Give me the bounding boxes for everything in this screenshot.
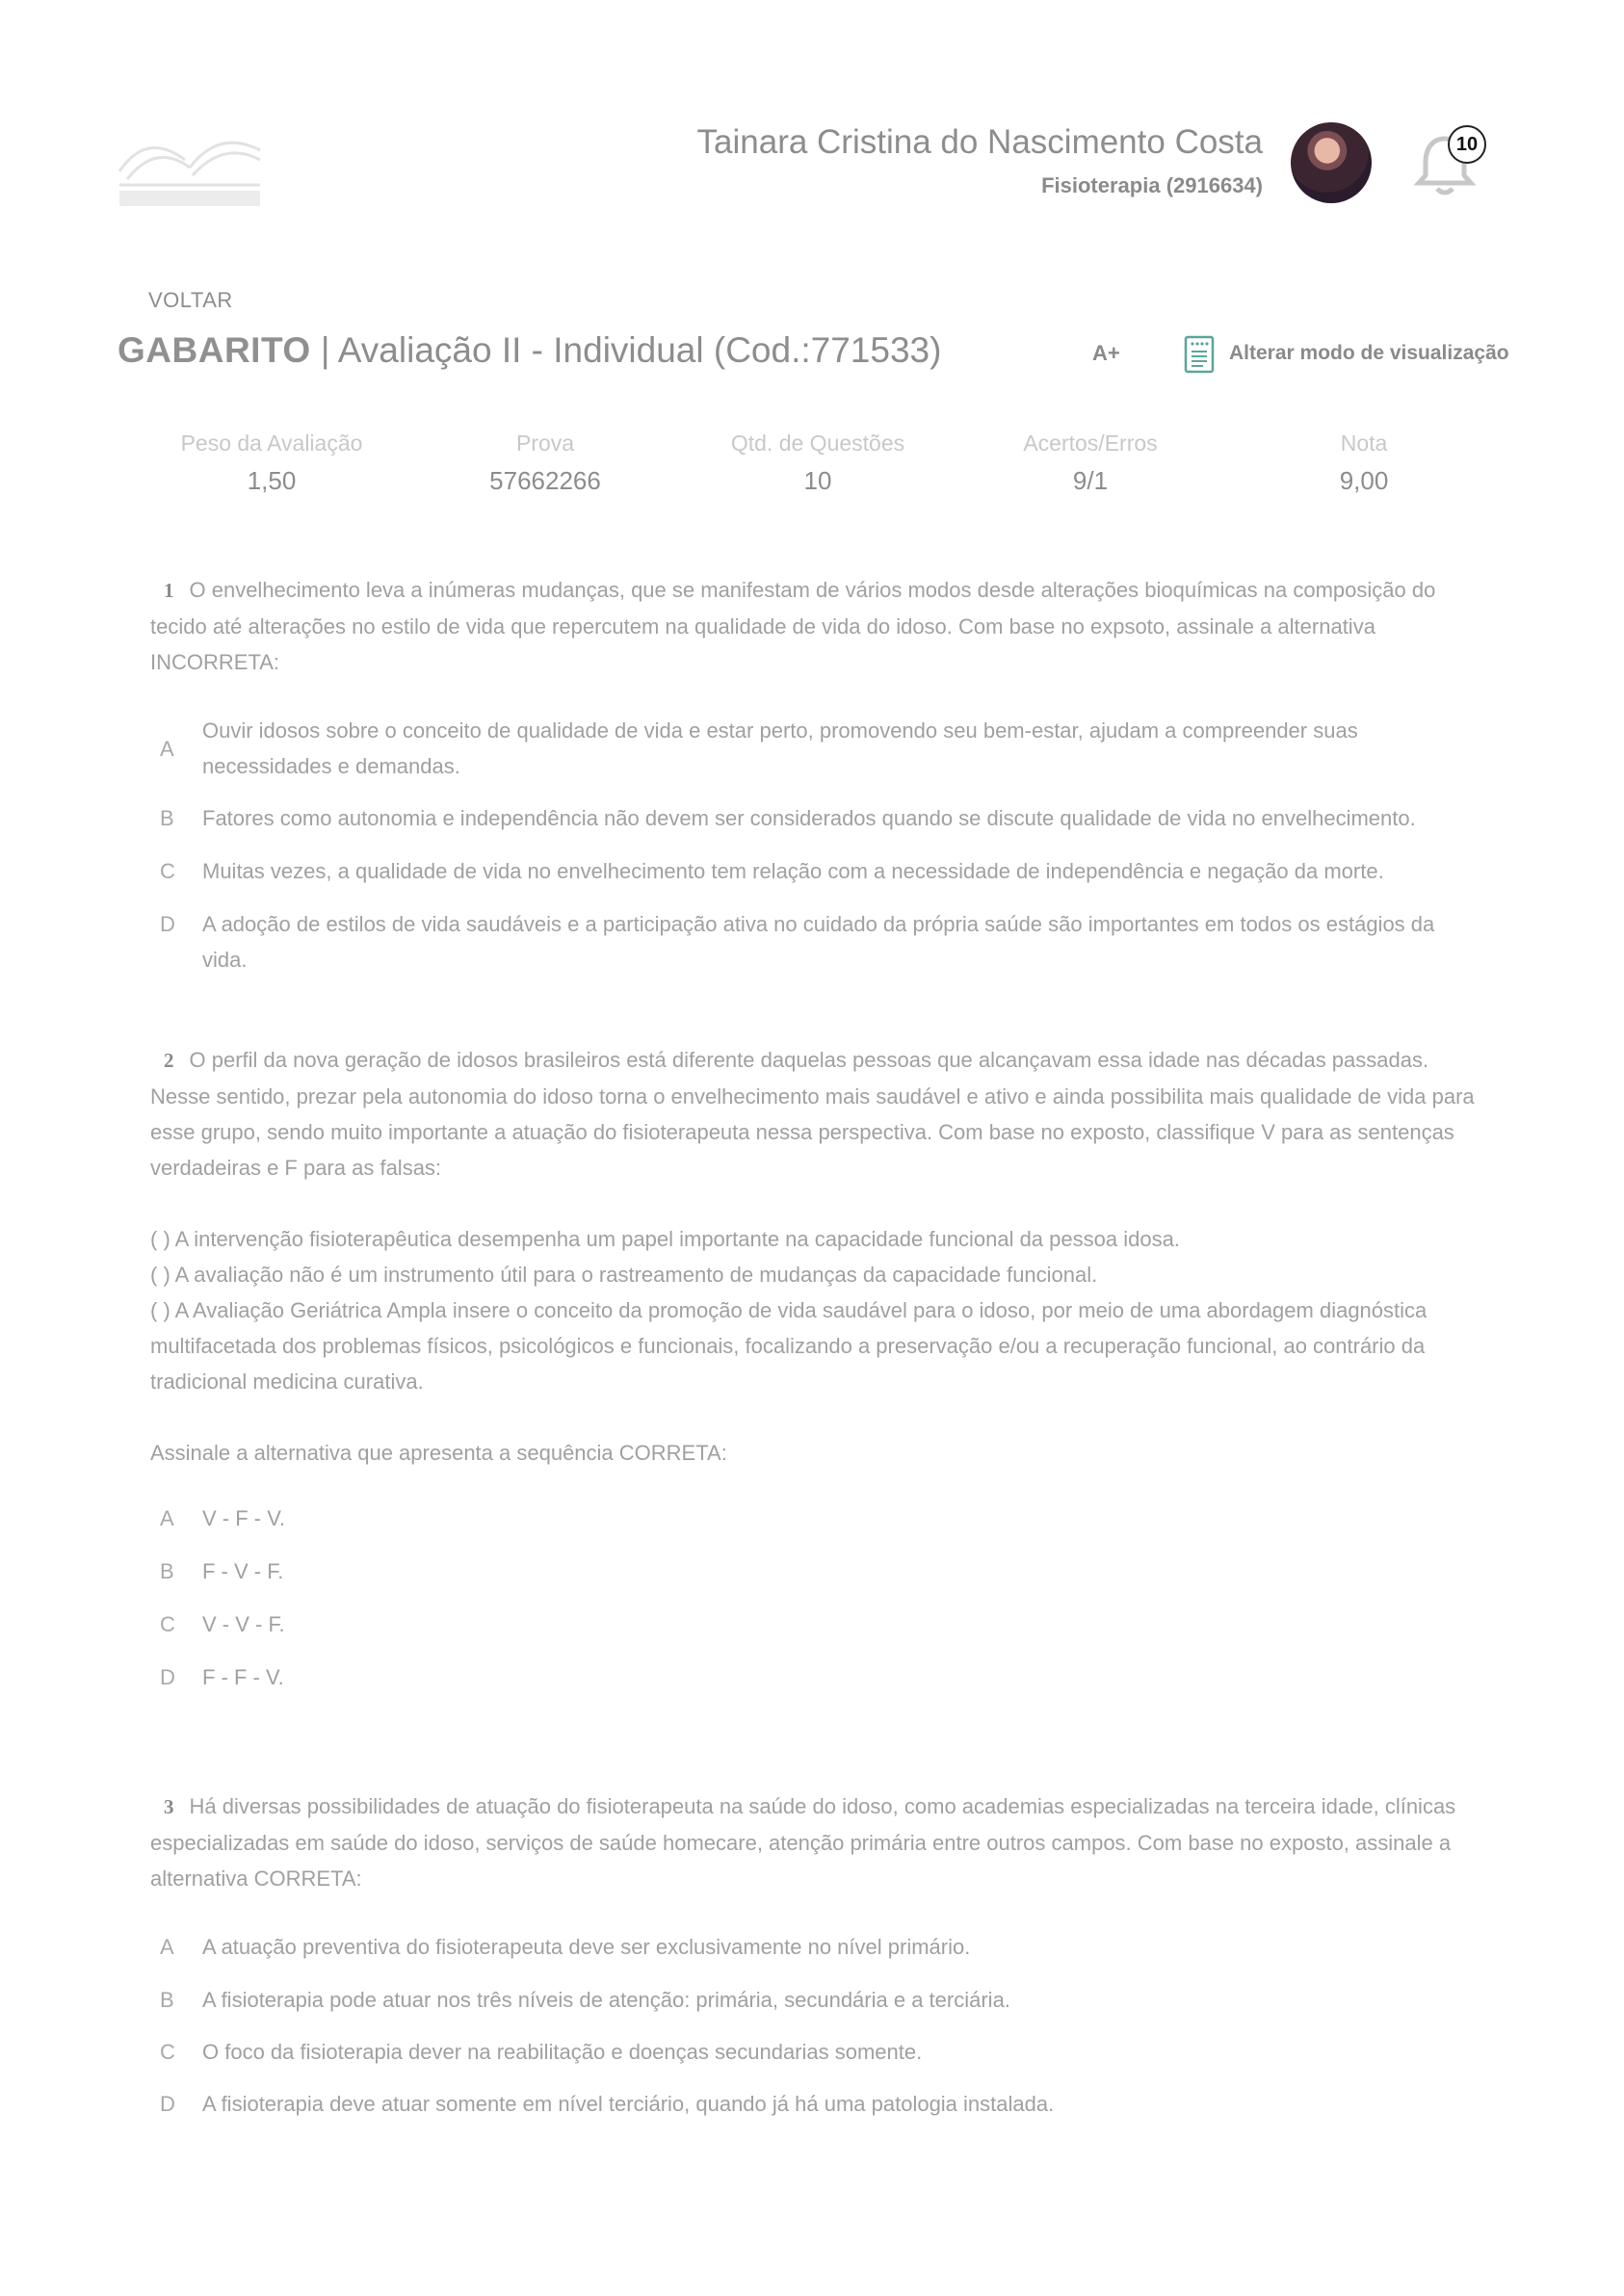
avatar[interactable] [1291,122,1372,203]
option-1c[interactable] [150,853,1480,889]
stat-value: 10 [803,466,832,495]
stat-value: 1,50 [247,466,297,495]
option-3c[interactable] [150,2034,1480,2070]
question-number: 1 [164,579,174,602]
statement: ( ) A intervenção fisioterapêutica desempenha um papel importante na capacidade funcional da pessoa idosa. [150,1227,1180,1251]
question-text: Há diversas possibilidades de atuação do fisioterapeuta na saúde do idoso, como academias especializadas na terceira idade, clínicas especializadas em saúde do idoso, serviços de saúde homecare, atenção primária entre outros campos. Com base no exposto, assinale a alternativa CORRETA: [150,1794,1456,1891]
question-number: 3 [164,1795,174,1818]
option-letter: A [160,1506,174,1530]
option-text: Fatores como autonomia e independência não devem ser considerados quando se discute qualidade de vida no envelhecimento. [202,806,1416,830]
stat-label: Prova [515,430,575,456]
question-text: O perfil da nova geração de idosos brasileiros está diferente daquelas pessoas que alcançavam essa idade nas décadas passadas. Nesse sentido, prezar pela autonomia do idoso torna o envelhecimento mais saudável e ativo e ainda possibilita mais qualidade de vida para esse grupo, sendo muito importante a atuação do fisioterapeuta nessa perspectiva. Com base no exposto, classifique V para as sentenças verdadeiras e F para as falsas: [150,1048,1475,1180]
option-1a[interactable] [150,713,1480,784]
stat-value: 9,00 [1339,466,1389,495]
statement: ( ) A avaliação não é um instrumento útil para o rastreamento de mudanças da capacidade funcional. [150,1263,1098,1287]
option-letter: D [160,1665,175,1689]
stat-acertos [975,430,1206,496]
increase-font-button[interactable]: A+ [1092,341,1120,365]
page-title [118,330,941,371]
question-number: 2 [164,1049,174,1072]
question-text: O envelhecimento leva a inúmeras mudanças, que se manifestam de vários modos desde alterações bioquímicas na composição do tecido até alterações no estilo de vida que repercutem na qualidade de vida do idoso. Com base no expsoto, assinale a alternativa INCORRETA: [150,578,1436,674]
option-letter: A [160,736,174,761]
user-course: Fisioterapia (2916634) [1041,173,1263,197]
option-text: O foco da fisioterapia dever na reabilitação e doenças secundarias somente. [202,2040,923,2064]
uniasselvi-logo[interactable] [118,121,262,210]
option-letter: C [160,1612,175,1636]
option-text: F - V - F. [202,1559,284,1583]
option-text: V - V - F. [202,1612,285,1636]
option-text: A fisioterapia deve atuar somente em nível terciário, quando já há uma patologia instalada. [202,2092,1055,2116]
option-letter: C [160,859,175,883]
stat-value: 9/1 [1072,466,1109,495]
option-text: A atuação preventiva do fisioterapeuta deve ser exclusivamente no nível primário. [202,1935,971,1959]
option-letter: B [160,1988,174,2012]
question-3 [150,1788,1480,1896]
option-letter: A [160,1935,174,1959]
title-bold: GABARITO [118,330,311,370]
option-letter: D [160,2092,175,2116]
stat-label: Peso da Avaliação [180,430,363,456]
back-link[interactable]: VOLTAR [148,288,233,312]
option-3d[interactable] [150,2086,1480,2122]
question-2 [150,1042,1480,1471]
option-3b[interactable] [150,1982,1480,2018]
document-view-icon[interactable] [1184,335,1215,374]
stat-questoes [702,430,933,496]
stat-label: Qtd. de Questões [730,430,905,456]
title-rest: | Avaliação II - Individual (Cod.:771533) [310,330,942,370]
user-name: Tainara Cristina do Nascimento Costa [696,123,1263,161]
notification-badge: 10 [1448,125,1486,164]
question-prompt: Assinale a alternativa que apresenta a sequência CORRETA: [150,1441,727,1465]
option-letter: B [160,1559,174,1583]
option-1b[interactable] [150,800,1480,836]
option-3a[interactable] [150,1929,1480,1965]
option-2b[interactable] [150,1553,1480,1589]
option-2a[interactable] [150,1500,1480,1536]
question-1 [150,572,1480,680]
stat-peso [156,430,387,496]
stat-label: Acertos/Erros [1023,430,1158,456]
option-text: Muitas vezes, a qualidade de vida no envelhecimento tem relação com a necessidade de independência e negação da morte. [202,859,1384,883]
option-letter: B [160,806,174,830]
stat-prova [430,430,661,496]
option-2c[interactable] [150,1606,1480,1642]
stat-nota [1248,430,1480,496]
option-1d[interactable] [150,906,1480,978]
stat-label: Nota [1340,430,1388,456]
option-2d[interactable] [150,1659,1480,1695]
option-letter: C [160,2040,175,2064]
statement: ( ) A Avaliação Geriátrica Ampla insere o conceito da promoção de vida saudável para o idoso, por meio de uma abordagem diagnóstica multifacetada dos problemas físicos, psicológicos e funcionais, focalizando a preservação e/ou a recuperação funcional, ao contrário da tradicional medicina curativa. [150,1298,1428,1394]
option-letter: D [160,912,175,936]
option-text: Ouvir idosos sobre o conceito de qualidade de vida e estar perto, promovendo seu bem-estar, ajudam a compreender suas necessidades e demandas. [202,718,1358,778]
option-text: A fisioterapia pode atuar nos três níveis de atenção: primária, secundária e a terciária. [202,1988,1010,2012]
option-text: V - F - V. [202,1506,285,1530]
view-mode-button[interactable]: Alterar modo de visualização [1229,342,1509,364]
stat-value: 57662266 [489,466,601,495]
option-text: F - F - V. [202,1665,284,1689]
option-text: A adoção de estilos de vida saudáveis e a participação ativa no cuidado da própria saúde são importantes em todos os estágios da vida. [202,912,1435,972]
